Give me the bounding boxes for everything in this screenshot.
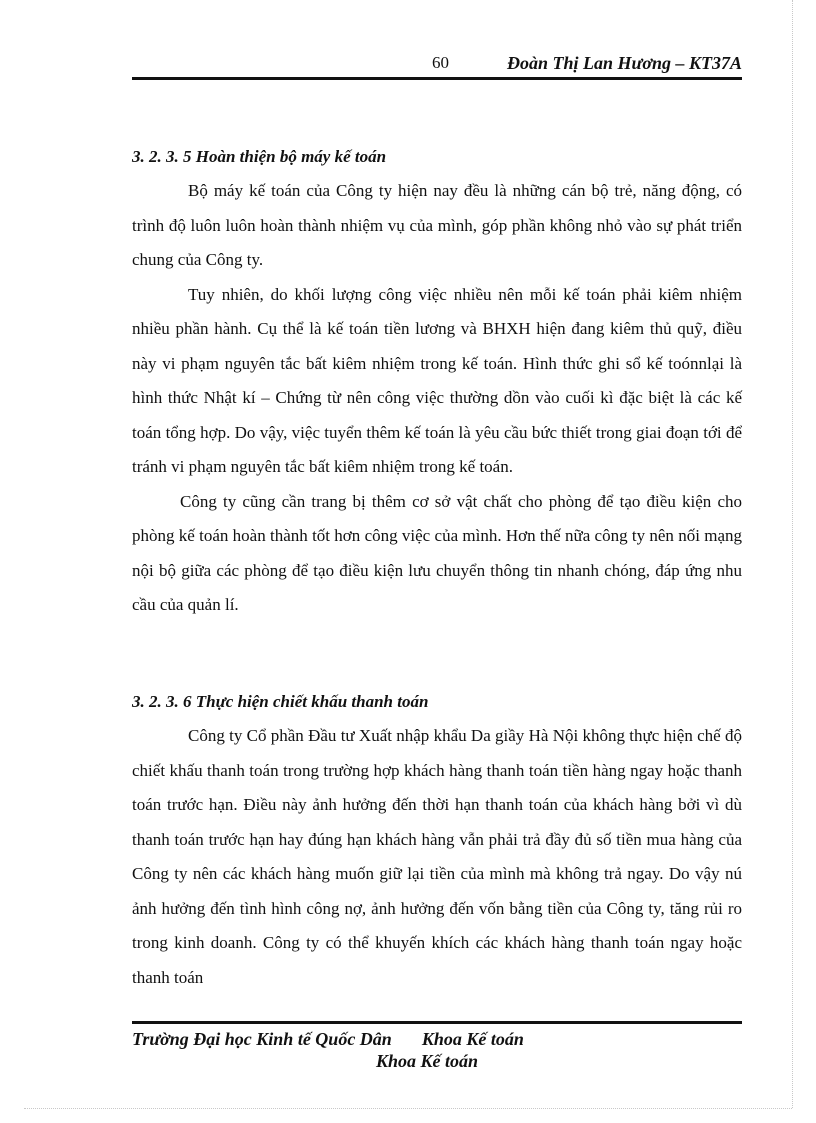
- paragraph: Tuy nhiên, do khối lượng công việc nhiều nên mỗi kế toán phải kiêm nhiệm nhiều phần hành. Cụ thể là kế toán tiền lương và BHXH hiện đang kiêm thủ quỹ, điều này vi phạm nguyên tắc bất kiêm nhiệm trong kế toán. Hình thức ghi sổ kế toónnlại là hình thức Nhật kí – Chứng từ nên công việc thường dồn vào cuối kì đặc biệt là các kế toán tổng hợp. Do vậy, việc tuyển thêm kế toán là yêu cầu bức thiết trong giai đoạn tới để tránh vi phạm nguyên tắc bất kiêm nhiệm trong kế toán.: [132, 284, 742, 476]
- page-right-edge: [792, 0, 793, 1108]
- footer-department-repeat: Khoa Kế toán: [376, 1051, 479, 1071]
- header-author: Đoàn Thị Lan Hương – KT37A: [507, 53, 742, 73]
- header-rule: [132, 77, 742, 80]
- page-number: 60: [432, 53, 449, 72]
- section-3-2-3-5: [132, 145, 742, 623]
- page-header: [132, 50, 742, 76]
- paragraph: Bộ máy kế toán của Công ty hiện nay đều là những cán bộ trẻ, năng động, có trình độ luôn luôn hoàn thành nhiệm vụ của mình, góp phần không nhỏ vào sự phát triển chung của Công ty.: [132, 181, 742, 269]
- footer-department: Khoa Kế toán: [421, 1029, 524, 1049]
- paragraph: Công ty cũng cần trang bị thêm cơ sở vật chất cho phòng để tạo điều kiện cho phòng kế toán hoàn thành tốt hơn công việc của mình. Hơn thế nữa công ty nên nối mạng nội bộ giữa các phòng để tạo điều kiện lưu chuyển thông tin nhanh chóng, đáp ứng nhu cầu của quản lí.: [132, 491, 742, 614]
- footer-rule: [132, 1021, 742, 1024]
- section-3-2-3-6: [132, 690, 742, 995]
- paragraph: Công ty Cổ phần Đầu tư Xuất nhập khẩu Da giầy Hà Nội không thực hiện chế độ chiết khấu thanh toán trong trường hợp khách hàng thanh toán tiền hàng ngay hoặc thanh toán trước hạn. Điều này ảnh hưởng đến thời hạn thanh toán của khách hàng bởi vì dù thanh toán trước hạn hay đúng hạn khách hàng vẫn phải trả đầy đủ số tiền mua hàng của Công ty nên các khách hàng muốn giữ lại tiền của mình mà không trả ngay. Do vậy nú ảnh hưởng đến tình hình công nợ, ảnh hưởng đến vốn bằng tiền của Công ty, tăng rủi ro trong kinh doanh. Công ty có thể khuyến khích các khách hàng thanh toán ngay hoặc thanh toán: [132, 726, 742, 987]
- page-footer: [132, 1027, 524, 1051]
- section-heading: 3. 2. 3. 6 Thực hiện chiết khấu thanh toán: [132, 692, 429, 711]
- section-heading: 3. 2. 3. 5 Hoàn thiện bộ máy kế toán: [132, 147, 387, 166]
- page-bottom-edge: [24, 1108, 792, 1109]
- footer-school: Trường Đại học Kinh tế Quốc Dân: [132, 1029, 392, 1049]
